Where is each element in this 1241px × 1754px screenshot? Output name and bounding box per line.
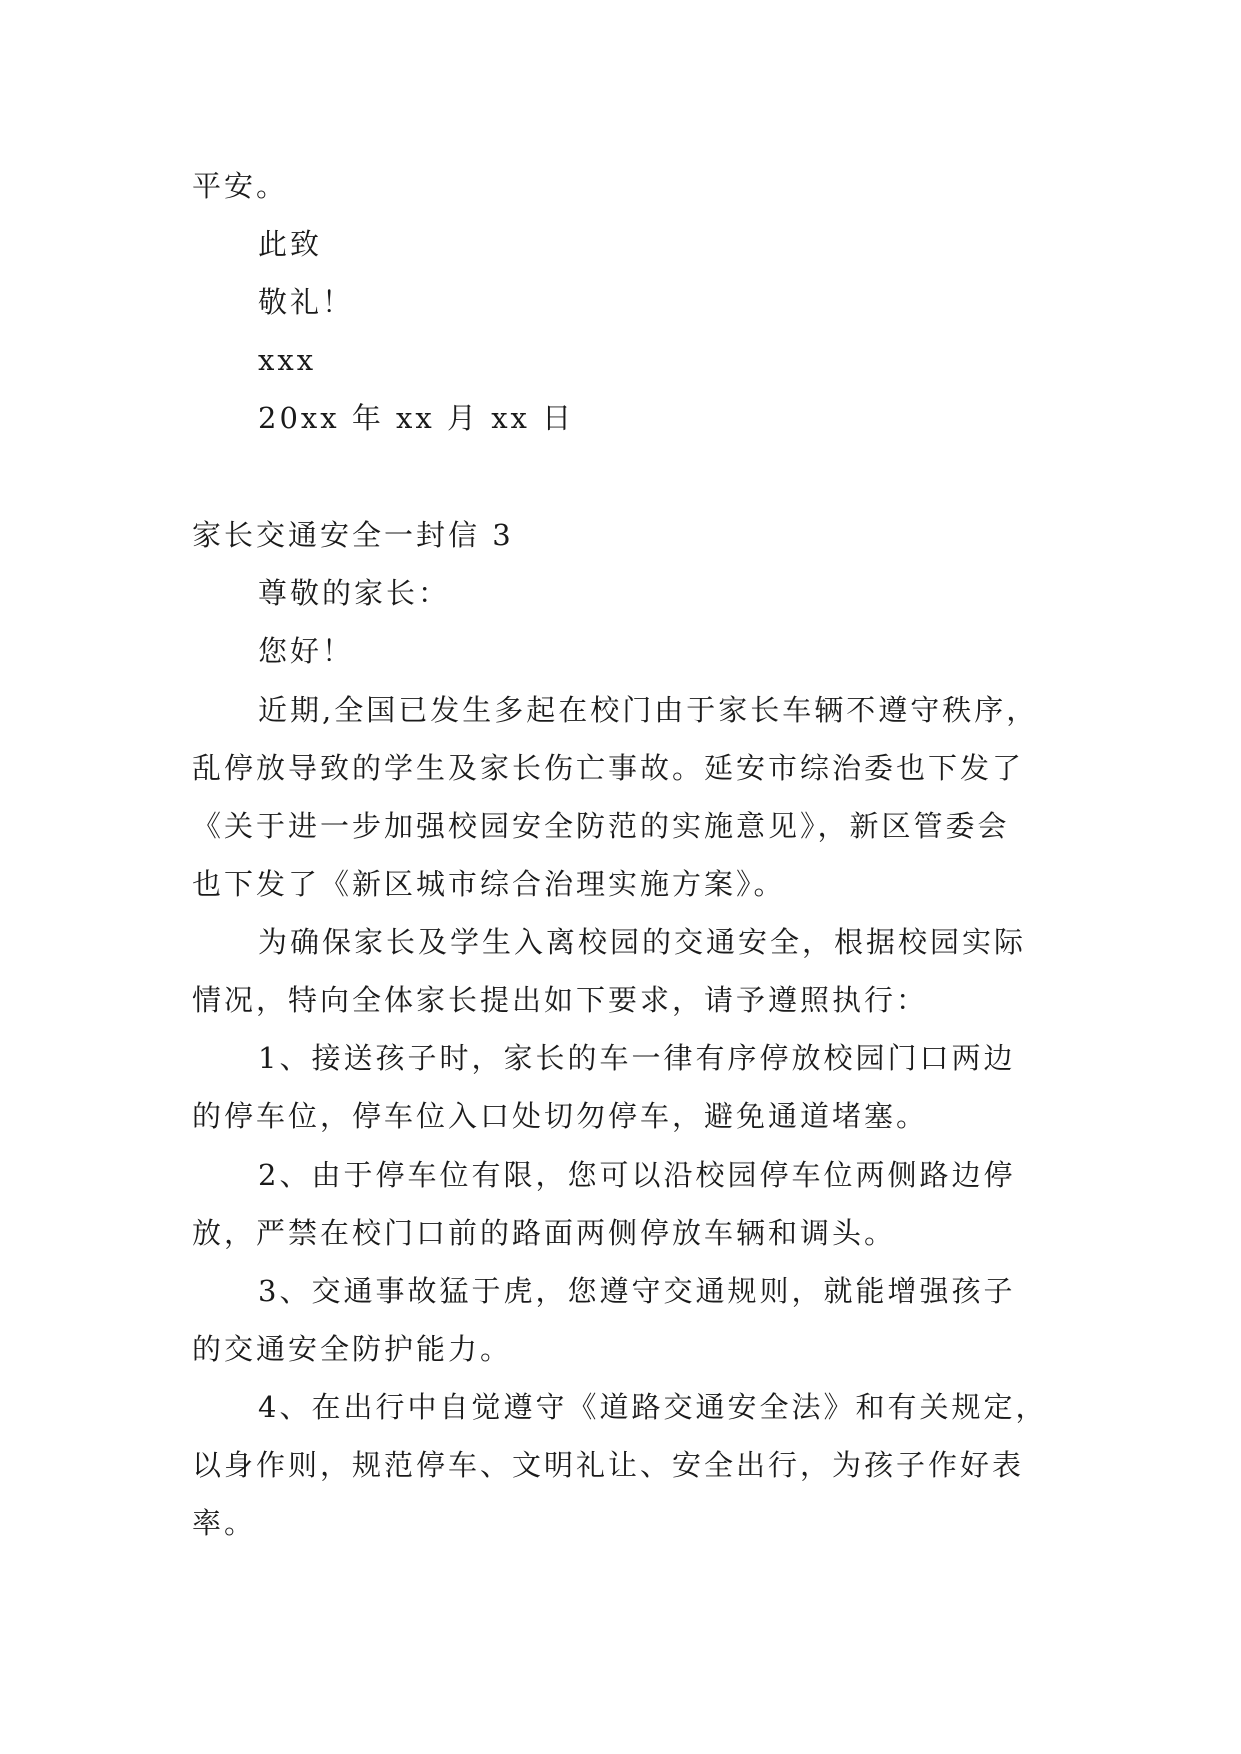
requirement-2-cont: 放，严禁在校门口前的路面两侧停放车辆和调头。 [192,1216,897,1250]
requirement-4-end: 率。 [192,1506,257,1540]
signer-name: xxx [258,343,317,377]
body-line: 为确保家长及学生入离校园的交通安全，根据校园实际 [258,925,1027,959]
body-line: 也下发了《新区城市综合治理实施方案》。 [192,867,786,901]
body-line: 乱停放导致的学生及家长伤亡事故。延安市综治委也下发了 [192,751,1025,785]
previous-letter-tail: 平安。 [192,169,289,203]
requirement-2: 2、由于停车位有限，您可以沿校园停车位两侧路边停 [258,1158,1016,1192]
requirement-4-cont: 以身作则，规范停车、文明礼让、安全出行，为孩子作好表 [192,1448,1025,1482]
requirement-1-cont: 的停车位，停车位入口处切勿停车，避免通道堵塞。 [192,1099,929,1133]
letter-date: 20xx 年 xx 月 xx 日 [258,401,575,435]
closing-salutation-line2: 敬礼！ [258,285,355,319]
body-line: 近期,全国已发生多起在校门由于家长车辆不遵守秩序， [258,693,1039,727]
requirement-4: 4、在出行中自觉遵守《道路交通安全法》和有关规定， [258,1390,1048,1424]
body-line: 情况，特向全体家长提出如下要求，请予遵照执行： [192,983,929,1017]
closing-salutation-line1: 此致 [258,227,323,261]
requirement-3-cont: 的交通安全防护能力。 [192,1332,513,1366]
requirement-3: 3、交通事故猛于虎，您遵守交通规则，就能增强孩子 [258,1274,1016,1308]
letter-title: 家长交通安全一封信 3 [192,518,514,552]
body-line: 《关于进一步加强校园安全防范的实施意见》，新区管委会 [192,809,1010,843]
requirement-1: 1、接送孩子时，家长的车一律有序停放校园门口两边 [258,1041,1016,1075]
hello-line: 您好！ [258,634,355,668]
greeting: 尊敬的家长： [258,576,451,610]
